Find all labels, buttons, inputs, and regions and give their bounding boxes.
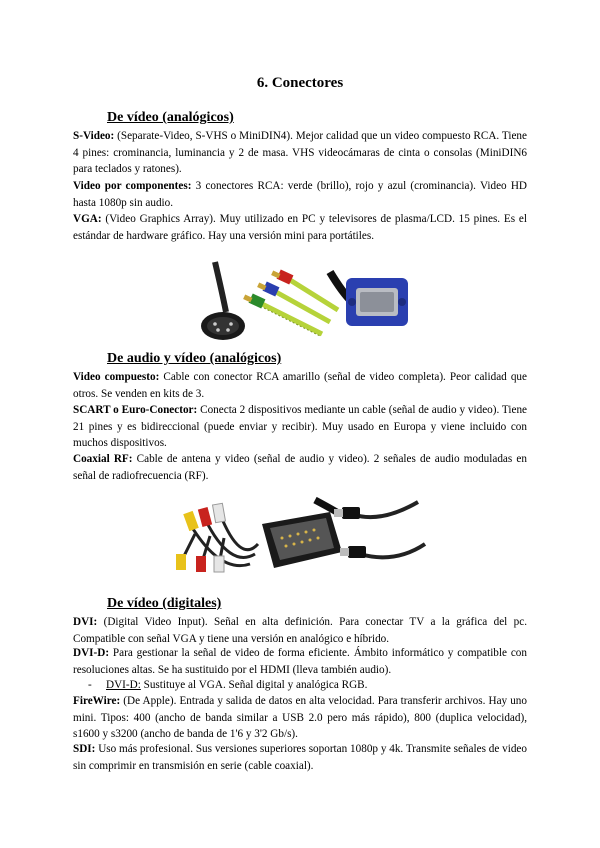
bullet-dvi-d bbox=[88, 677, 367, 693]
paragraph-composite-video bbox=[73, 369, 527, 402]
bullet-dash: - bbox=[88, 679, 92, 691]
connector-images-row-2 bbox=[0, 494, 600, 576]
text-vga: (Video Graphics Array). Muy utilizado en PC y televisores de plasma/LCD. 15 pines. Es el estándar de hardware gráfico. Hay una versión mini para portátiles. bbox=[73, 213, 527, 242]
term-sdi: SDI: bbox=[73, 743, 96, 755]
image-composite-rca bbox=[176, 503, 258, 572]
paragraph-scart bbox=[73, 402, 527, 452]
text-component-video: 3 conectores RCA: verde (brillo), rojo y azul (crominancia). Video HD hasta 1080p sin audio. bbox=[73, 180, 527, 209]
image-row-2-svg bbox=[0, 494, 600, 576]
bullet-text-dvi-d: Sustituye al VGA. Señal digital y analógica RGB. bbox=[140, 679, 368, 691]
section-heading-digital-video: De vídeo (digitales) bbox=[107, 596, 222, 611]
term-vga: VGA: bbox=[73, 213, 102, 225]
paragraph-vga bbox=[73, 211, 527, 244]
paragraph-component-video bbox=[73, 178, 527, 211]
section-heading-analog-audio-video: De audio y vídeo (analógicos) bbox=[107, 351, 282, 366]
term-component-video: Video por componentes: bbox=[73, 180, 192, 192]
text-composite-video: Cable con conector RCA amarillo (señal de video completa). Peor calidad que otros. Se venden en kits de 3. bbox=[73, 371, 527, 400]
paragraph-dvi-d bbox=[73, 645, 527, 678]
text-scart: Conecta 2 dispositivos mediante un cable (señal de audio y video). Tiene 21 pines y es bidireccional (puede enviar y recibir). Muy usado en Europa y viene incluido con muchos dispositivos. bbox=[73, 404, 528, 449]
text-dvi-d: Para gestionar la señal de video de forma eficiente. Ámbito informático y compatible con resoluciones altas. Se ha sustituido por el HDMI (lleva también audio). bbox=[73, 647, 527, 676]
paragraph-sdi bbox=[73, 741, 527, 774]
term-firewire: FireWire: bbox=[73, 695, 121, 707]
paragraph-s-video bbox=[73, 128, 527, 178]
page-title: 6. Conectores bbox=[256, 75, 344, 91]
term-scart: SCART o Euro-Conector: bbox=[73, 404, 198, 416]
connector-images-row-1 bbox=[0, 252, 600, 342]
term-dvi: DVI: bbox=[73, 616, 98, 628]
term-composite-video: Video compuesto: bbox=[73, 371, 160, 383]
text-coaxial-rf: Cable de antena y video (señal de audio y video). 2 señales de audio moduladas en señal de radiofrecuencia (RF). bbox=[73, 453, 527, 482]
image-scart-connector bbox=[262, 500, 342, 568]
image-coaxial-cable bbox=[334, 502, 425, 558]
term-coaxial-rf: Coaxial RF: bbox=[73, 453, 133, 465]
bullet-term-dvi-d: DVI-D: bbox=[106, 679, 141, 691]
text-dvi: (Digital Video Input). Señal en alta definición. Para conectar TV a la gráfica del pc. Compatible con señal VGA y tiene una versión en analógico e híbrido. bbox=[73, 616, 527, 645]
paragraph-firewire bbox=[73, 693, 527, 743]
term-dvi-d: DVI-D: bbox=[73, 647, 110, 659]
text-firewire: (De Apple). Entrada y salida de datos en alta velocidad. Para transferir archivos. Hay uno mini. Tipos: 400 (ancho de banda similar a USB 2.0 pero más rápido), 800 (duplica velocidad), s1600 y s3200 (ancho de banda de 1'6 y 3'2 Gb/s). bbox=[73, 695, 527, 740]
section-heading-analog-video: De vídeo (analógicos) bbox=[107, 110, 234, 125]
text-sdi: Uso más profesional. Sus versiones superiores soportan 1080p y 4k. Transmite señales de video sin comprimir en transmisión en serie (cable coaxial). bbox=[73, 743, 527, 772]
paragraph-coaxial-rf bbox=[73, 451, 527, 484]
term-s-video: S-Video: bbox=[73, 130, 115, 142]
paragraph-dvi bbox=[73, 614, 527, 647]
image-s-video-connector bbox=[0, 252, 600, 342]
text-s-video: (Separate-Video, S-VHS o MiniDIN4). Mejor calidad que un video compuesto RCA. Tiene 4 pines: crominancia, luminancia y 2 de masa. VHS videocámaras de cinta o consolas (MiniDIN6 para teclados y ratones). bbox=[73, 130, 527, 175]
